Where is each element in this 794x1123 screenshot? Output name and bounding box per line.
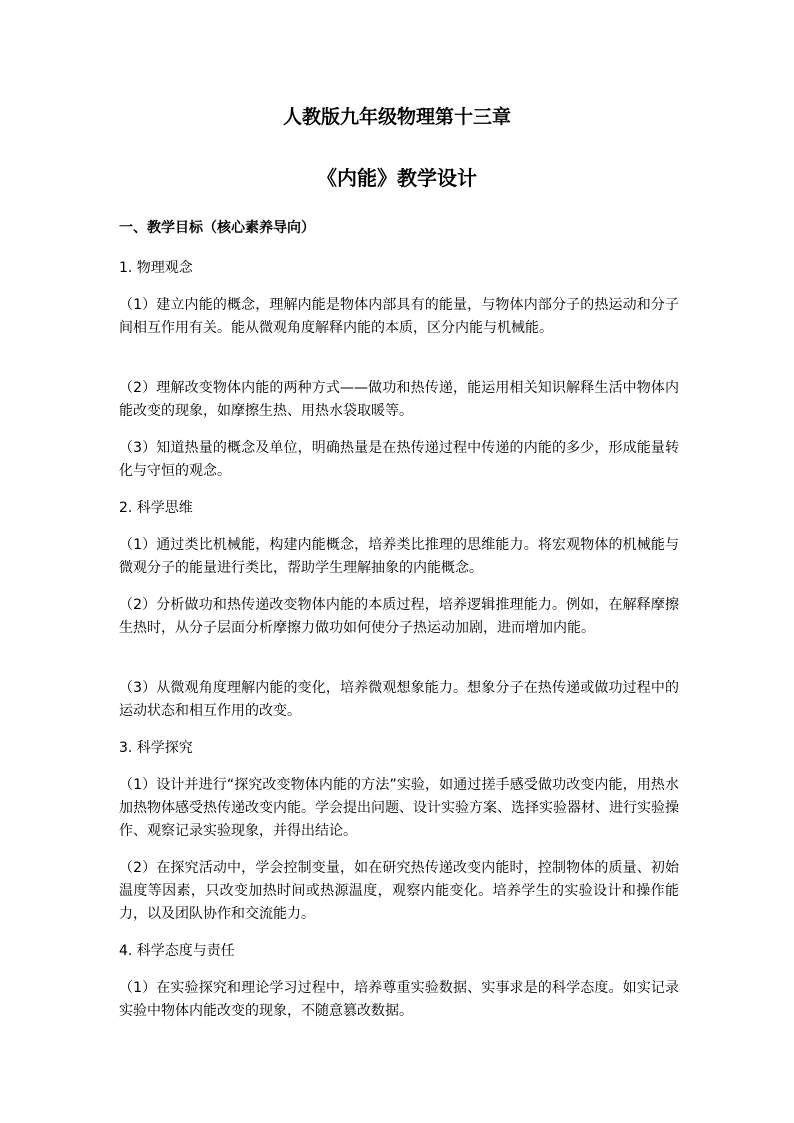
subheading-scientific-attitude: 4. 科学态度与责任 [119, 943, 235, 959]
paragraph-physics-concepts-2: （2）理解改变物体内能的两种方式——做功和热传递，能运用相关知识解释生活中物体内能改变的现象，如摩擦生热、用热水袋取暖等。 [119, 380, 679, 419]
subheading-scientific-inquiry: 3. 科学探究 [119, 740, 193, 756]
paragraph-scientific-attitude-1: （1）在实验探究和理论学习过程中，培养尊重实验数据、实事求是的科学态度。如实记录实验中物体内能改变的现象，不随意篡改数据。 [119, 980, 679, 1019]
paragraph-scientific-inquiry-1: （1）设计并进行“探究改变物体内能的方法”实验，如通过搓手感受做功改变内能，用热水加热物体感受热传递改变内能。学会提出问题、设计实验方案、选择实验器材、进行实验操作、观察记录实验现象，并得出结论。 [119, 777, 679, 839]
document-title-line2: 《内能》教学设计 [317, 166, 477, 190]
paragraph-scientific-thinking-3: （3）从微观角度理解内能的变化，培养微观想象能力。想象分子在热传递或做功过程中的运动状态和相互作用的改变。 [119, 680, 679, 719]
paragraph-scientific-thinking-2: （2）分析做功和热传递改变物体内能的本质过程，培养逻辑推理能力。例如，在解释摩擦生热时，从分子层面分析摩擦力做功如何使分子热运动加剧，进而增加内能。 [119, 597, 679, 636]
paragraph-physics-concepts-3: （3）知道热量的概念及单位，明确热量是在热传递过程中传递的内能的多少，形成能量转化与守恒的观念。 [119, 440, 679, 479]
paragraph-scientific-inquiry-2: （2）在探究活动中，学会控制变量，如在研究热传递改变内能时，控制物体的质量、初始温度等因素，只改变加热时间或热源温度，观察内能变化。培养学生的实验设计和操作能力，以及团队协作和交流能力。 [119, 860, 679, 922]
section-heading-objectives: 一、教学目标（核心素养导向） [119, 220, 315, 236]
paragraph-scientific-thinking-1: （1）通过类比机械能，构建内能概念，培养类比推理的思维能力。将宏观物体的机械能与微观分子的能量进行类比，帮助学生理解抽象的内能概念。 [119, 537, 679, 576]
subheading-scientific-thinking: 2. 科学思维 [119, 500, 193, 516]
subheading-physics-concepts: 1. 物理观念 [119, 260, 193, 276]
document-title-line1: 人教版九年级物理第十三章 [282, 106, 511, 128]
paragraph-physics-concepts-1: （1）建立内能的概念，理解内能是物体内部具有的能量，与物体内部分子的热运动和分子间相互作用有关。能从微观角度解释内能的本质，区分内能与机械能。 [119, 297, 679, 336]
